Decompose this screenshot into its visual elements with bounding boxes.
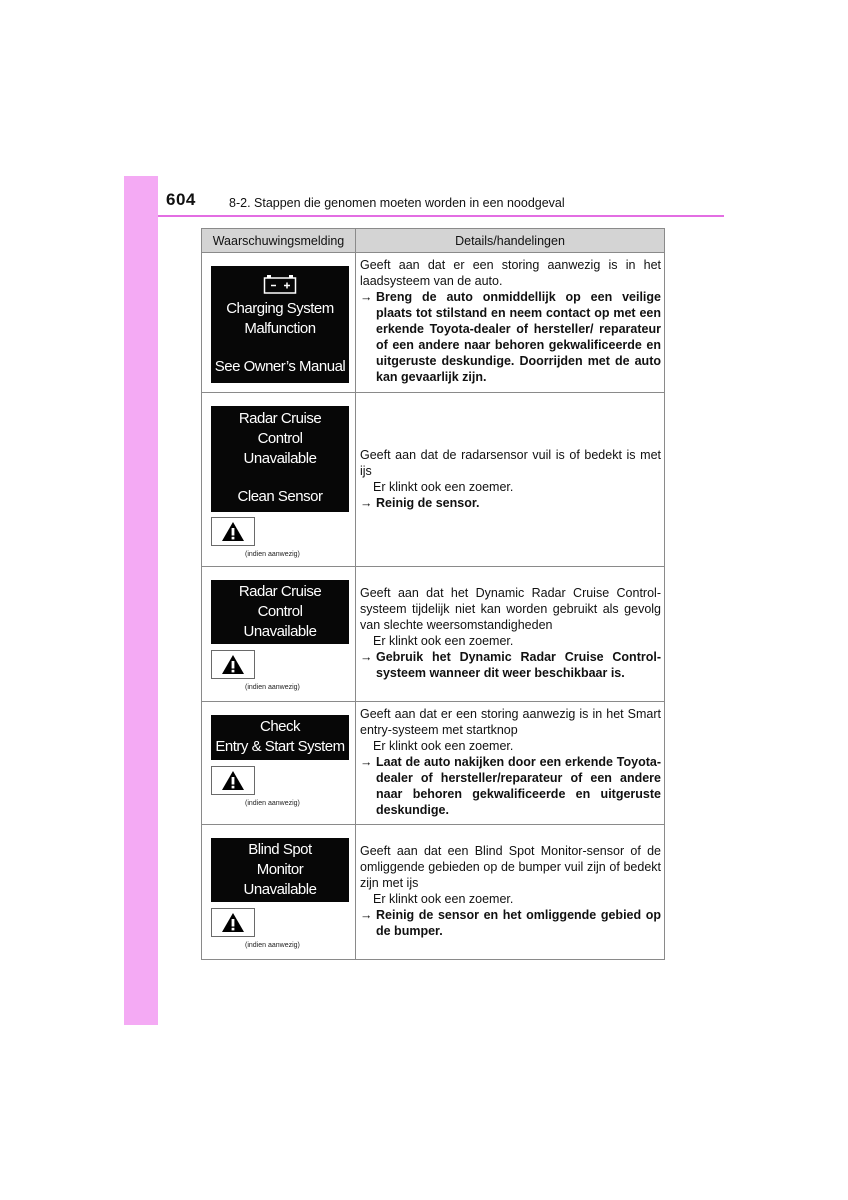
side-color-bar <box>124 176 158 1025</box>
table-row <box>202 825 665 960</box>
warning-indicator <box>211 650 255 679</box>
warning-indicator <box>211 908 255 937</box>
description-text: Geeft aan dat een Blind Spot Monitor-sensor of de omliggende gebieden op de bumper vuil zijn of bedekt zijn met ijs <box>360 844 661 890</box>
section-title: 8-2. Stappen die genomen moeten worden in een noodgeval <box>229 196 565 210</box>
description-text: Geeft aan dat er een storing aanwezig is in het laadsysteem van de auto. <box>360 258 661 288</box>
message-cell <box>202 702 356 825</box>
description-text: Geeft aan dat er een storing aanwezig is in het Smart entry-systeem met startknop <box>360 707 661 737</box>
display-line: Control <box>257 603 303 620</box>
message-cell <box>202 393 356 567</box>
buzzer-note: Er klinkt ook een zoemer. <box>373 739 514 753</box>
details-cell <box>356 825 665 960</box>
display-line: Blind Spot <box>248 841 312 858</box>
warning-triangle-icon <box>221 912 245 933</box>
action-text: → Reinig de sensor. <box>360 495 480 510</box>
display-line: Malfunction <box>244 320 316 337</box>
warning-triangle-icon <box>221 521 245 542</box>
details-cell <box>356 702 665 825</box>
table-row <box>202 253 665 393</box>
condition-label: (indien aanwezig) <box>245 942 300 949</box>
details-cell <box>356 393 665 567</box>
table-row <box>202 702 665 825</box>
table-row <box>202 567 665 702</box>
display-message <box>211 715 349 760</box>
arrow-icon: → <box>360 908 373 922</box>
condition-label: (indien aanwezig) <box>245 800 300 807</box>
header-rule <box>158 215 724 217</box>
action-text: → Reinig de sensor en het omliggende gebied op de bumper. <box>360 908 661 938</box>
column-header-details: Details/handelingen <box>356 229 665 253</box>
action-text: → Breng de auto onmiddellijk op een veilige plaats tot stilstand en neem contact op met een erkende Toyota-dealer of hersteller/ reparateur of een andere naar behoren gekwalificeerde en uitgeruste deskundige. Doorrijden met de auto kan gevaarlijk zijn. <box>360 290 661 384</box>
description-text: Geeft aan dat het Dynamic Radar Cruise Control-systeem tijdelijk niet kan worden gebruikt als gevolg van slechte weersomstandigheden <box>360 586 661 632</box>
display-line: Unavailable <box>243 450 317 467</box>
display-line: Entry & Start System <box>215 738 345 755</box>
display-line: Control <box>257 430 303 447</box>
arrow-icon: → <box>360 755 373 769</box>
display-message <box>211 266 349 383</box>
warning-indicator <box>211 766 255 795</box>
column-header-message: Waarschuwingsmelding <box>202 229 356 253</box>
action-text: → Laat de auto nakijken door een erkende Toyota-dealer of hersteller/reparateur of een andere naar behoren gekwalificeerde en uitgeruste deskundige. <box>360 755 661 817</box>
display-message <box>211 838 349 902</box>
warning-table <box>201 228 665 960</box>
battery-icon <box>263 273 297 295</box>
arrow-icon: → <box>360 495 373 510</box>
arrow-icon: → <box>360 290 373 304</box>
arrow-icon: → <box>360 650 373 664</box>
details-cell <box>356 567 665 702</box>
display-message <box>211 580 349 644</box>
display-line: Monitor <box>256 861 304 878</box>
display-line: Radar Cruise <box>238 583 322 600</box>
display-line: Unavailable <box>243 623 317 640</box>
warning-triangle-icon <box>221 654 245 675</box>
display-line: Charging System <box>226 300 334 317</box>
display-line: Unavailable <box>243 881 317 898</box>
page-number: 604 <box>166 190 196 209</box>
action-text: → Gebruik het Dynamic Radar Cruise Control-systeem wanneer dit weer beschikbaar is. <box>360 650 661 680</box>
message-cell <box>202 825 356 960</box>
message-cell <box>202 567 356 702</box>
condition-label: (indien aanwezig) <box>245 684 300 691</box>
display-line: Check <box>259 718 301 735</box>
display-line: See Owner’s Manual <box>214 358 346 375</box>
table-header-row <box>202 229 665 253</box>
display-line: Radar Cruise <box>238 410 322 427</box>
table-row <box>202 393 665 567</box>
description-text: Geeft aan dat de radarsensor vuil is of bedekt is met ijs <box>360 447 661 478</box>
display-line: Clean Sensor <box>237 488 323 505</box>
warning-indicator <box>211 517 255 546</box>
buzzer-note: Er klinkt ook een zoemer. <box>373 634 514 648</box>
display-message <box>211 406 349 512</box>
warning-triangle-icon <box>221 770 245 791</box>
details-cell <box>356 253 665 393</box>
message-cell <box>202 253 356 393</box>
buzzer-note: Er klinkt ook een zoemer. <box>373 892 514 906</box>
buzzer-note: Er klinkt ook een zoemer. <box>373 479 514 494</box>
condition-label: (indien aanwezig) <box>245 551 300 558</box>
